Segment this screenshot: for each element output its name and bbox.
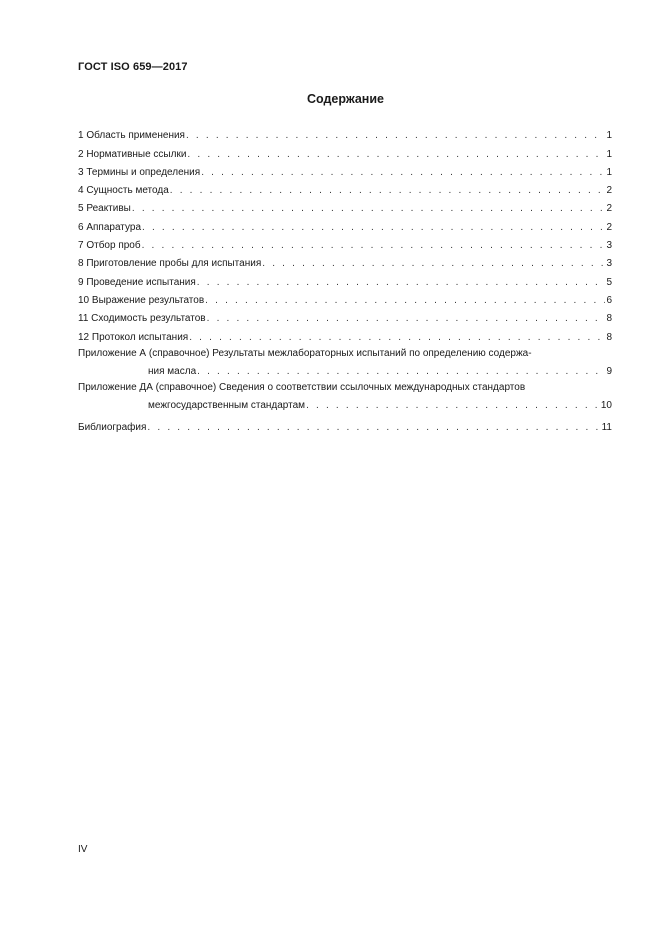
annex-da-entry [78, 394, 612, 412]
dot-leader [142, 221, 605, 234]
toc-entry-page: 2 [606, 185, 612, 197]
toc-entry-1 [78, 124, 612, 142]
toc-entry-5 [78, 197, 612, 215]
annex-a-title: Приложение А (справочное) Результаты межлабораторных испытаний по определению содержа- [78, 347, 532, 359]
annex-da-continuation: межгосударственным стандартам [148, 400, 306, 412]
dot-leader [201, 166, 605, 179]
dot-leader [186, 129, 605, 142]
toc-entry-page: 8 [606, 331, 612, 343]
toc-entry-page: 6 [606, 294, 612, 306]
dot-leader [170, 184, 606, 197]
bibliography-entry [78, 416, 612, 434]
toc-entry-page: 3 [606, 258, 612, 270]
annex-a-continuation: ния масла [148, 365, 197, 377]
toc-entry-text: 8 Приготовление пробы для испытания [78, 258, 262, 270]
annex-a-page: 9 [606, 365, 612, 377]
dot-leader [132, 202, 606, 215]
toc-entry-text: 9 Проведение испытания [78, 276, 196, 288]
dot-leader [262, 257, 605, 270]
toc-entry-4 [78, 179, 612, 197]
dot-leader [147, 421, 600, 434]
toc-entry-text: 4 Сущность метода [78, 185, 169, 197]
toc-entry-text: 2 Нормативные ссылки [78, 148, 187, 160]
toc-entry-6 [78, 215, 612, 233]
dot-leader [306, 399, 600, 412]
toc-entry-text: 3 Термины и определения [78, 166, 201, 178]
dot-leader [189, 331, 605, 344]
toc-entry-page: 1 [606, 166, 612, 178]
annex-da-title: Приложение ДА (справочное) Сведения о соответствии ссылочных международных стандартов [78, 381, 526, 393]
toc-entry-page: 3 [606, 240, 612, 252]
toc-entry-8 [78, 252, 612, 270]
toc-entry-9 [78, 270, 612, 288]
toc-entry-text: 6 Аппаратура [78, 221, 142, 233]
dot-leader [197, 276, 606, 289]
annex-a-entry [78, 360, 612, 378]
toc-entry-11 [78, 307, 612, 325]
toc-entry-page: 5 [606, 276, 612, 288]
document-header: ГОСТ ISO 659—2017 [78, 61, 188, 73]
toc-entry-page: 2 [606, 203, 612, 215]
dot-leader [197, 365, 605, 378]
toc-entry-page: 8 [606, 313, 612, 325]
toc-entry-7 [78, 234, 612, 252]
table-of-contents [78, 124, 612, 434]
dot-leader [207, 312, 606, 325]
toc-entry-text: 11 Сходимость результатов [78, 313, 206, 325]
page-number: IV [78, 844, 88, 855]
dot-leader [142, 239, 606, 252]
toc-entry-12 [78, 325, 612, 343]
toc-entry-10 [78, 289, 612, 307]
toc-entry-text: 12 Протокол испытания [78, 331, 189, 343]
toc-entry-page: 1 [606, 130, 612, 142]
toc-entry-3 [78, 161, 612, 179]
page-title: Содержание [306, 92, 384, 106]
annex-da-page: 10 [600, 400, 612, 412]
toc-entry-text: 10 Выражение результатов [78, 294, 205, 306]
toc-entry-2 [78, 142, 612, 160]
toc-entry-text: 7 Отбор проб [78, 240, 141, 252]
toc-entry-page: 1 [606, 148, 612, 160]
toc-entry-text: 1 Область применения [78, 130, 185, 142]
dot-leader [205, 294, 605, 307]
toc-entry-text: 5 Реактивы [78, 203, 131, 215]
toc-entry-page: 2 [606, 221, 612, 233]
dot-leader [187, 148, 605, 161]
bibliography-page: 11 [601, 422, 612, 434]
bibliography-text: Библиография [78, 422, 147, 434]
